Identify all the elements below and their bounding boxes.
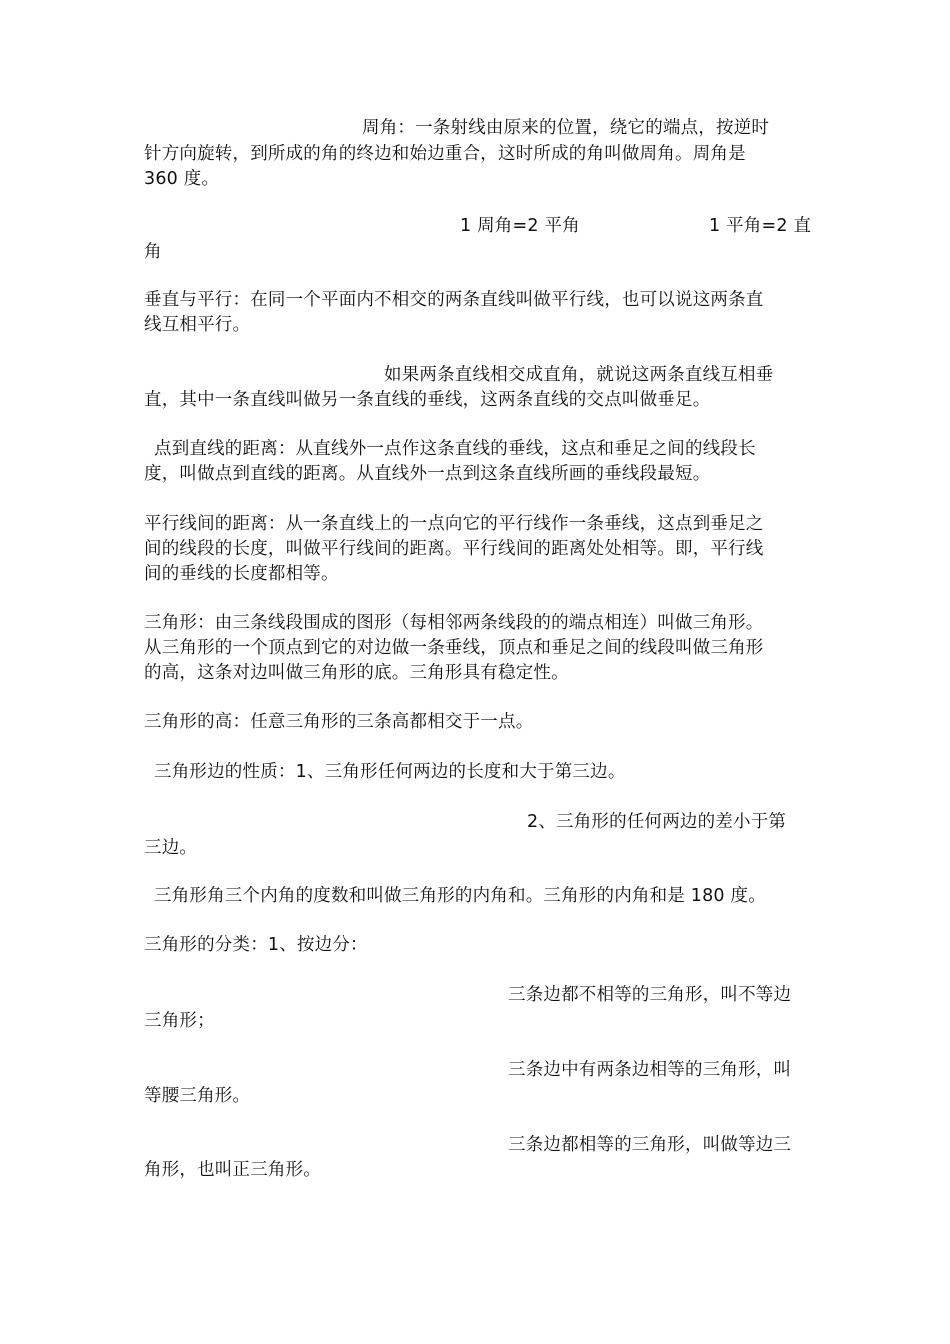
text-line: 1 周角=2 平角 xyxy=(460,216,580,236)
text-line: 三条边中有两条边相等的三角形，叫 xyxy=(508,1060,792,1080)
text-line: 点到直线的距离：从直线外一点作这条直线的垂线，这点和垂足之间的线段长 xyxy=(154,439,756,459)
text-line: 1 平角=2 直 xyxy=(709,216,812,236)
text-line: 三角形角三个内角的度数和叫做三角形的内角和。三角形的内角和是 180 度。 xyxy=(154,886,766,906)
text-line: 直，其中一条直线叫做另一条直线的垂线，这两条直线的交点叫做垂足。 xyxy=(144,390,711,410)
text-line: 三角形边的性质：1、三角形任何两边的长度和大于第三边。 xyxy=(154,762,626,782)
text-line: 角 xyxy=(144,242,162,262)
text-line: 三边。 xyxy=(144,838,198,858)
text-line: 周角：一条射线由原来的位置，绕它的端点，按逆时 xyxy=(362,118,770,138)
text-line: 三角形的分类：1、按边分： xyxy=(144,935,368,955)
text-line: 三条边都相等的三角形，叫做等边三 xyxy=(508,1135,792,1155)
text-line: 间的线段的长度，叫做平行线间的距离。平行线间的距离处处相等。即，平行线 xyxy=(144,539,764,559)
text-line: 垂直与平行：在同一个平面内不相交的两条直线叫做平行线，也可以说这两条直 xyxy=(144,290,764,310)
text-line: 2、三角形的任何两边的差小于第 xyxy=(527,812,787,832)
text-line: 角形，也叫正三角形。 xyxy=(144,1160,321,1180)
text-line: 针方向旋转，到所成的角的终边和始边重合，这时所成的角叫做周角。周角是 xyxy=(144,144,746,164)
text-line: 三条边都不相等的三角形，叫不等边 xyxy=(508,985,792,1005)
text-line: 平行线间的距离：从一条直线上的一点向它的平行线作一条垂线，这点到垂足之 xyxy=(144,514,764,534)
text-line: 的高，这条对边叫做三角形的底。三角形具有稳定性。 xyxy=(144,663,569,683)
text-line: 360 度。 xyxy=(144,169,220,189)
text-line: 间的垂线的长度都相等。 xyxy=(144,564,339,584)
text-line: 三角形的高：任意三角形的三条高都相交于一点。 xyxy=(144,712,534,732)
text-line: 如果两条直线相交成直角，就说这两条直线互相垂 xyxy=(384,365,774,385)
text-line: 线互相平行。 xyxy=(144,315,251,335)
text-line: 从三角形的一个顶点到它的对边做一条垂线，顶点和垂足之间的线段叫做三角形 xyxy=(144,638,764,658)
text-line: 度，叫做点到直线的距离。从直线外一点到这条直线所画的垂线段最短。 xyxy=(144,464,711,484)
text-line: 三角形：由三条线段围成的图形（每相邻两条线段的的端点相连）叫做三角形。 xyxy=(144,613,764,633)
text-line: 等腰三角形。 xyxy=(144,1086,251,1106)
text-line: 三角形； xyxy=(144,1011,215,1031)
